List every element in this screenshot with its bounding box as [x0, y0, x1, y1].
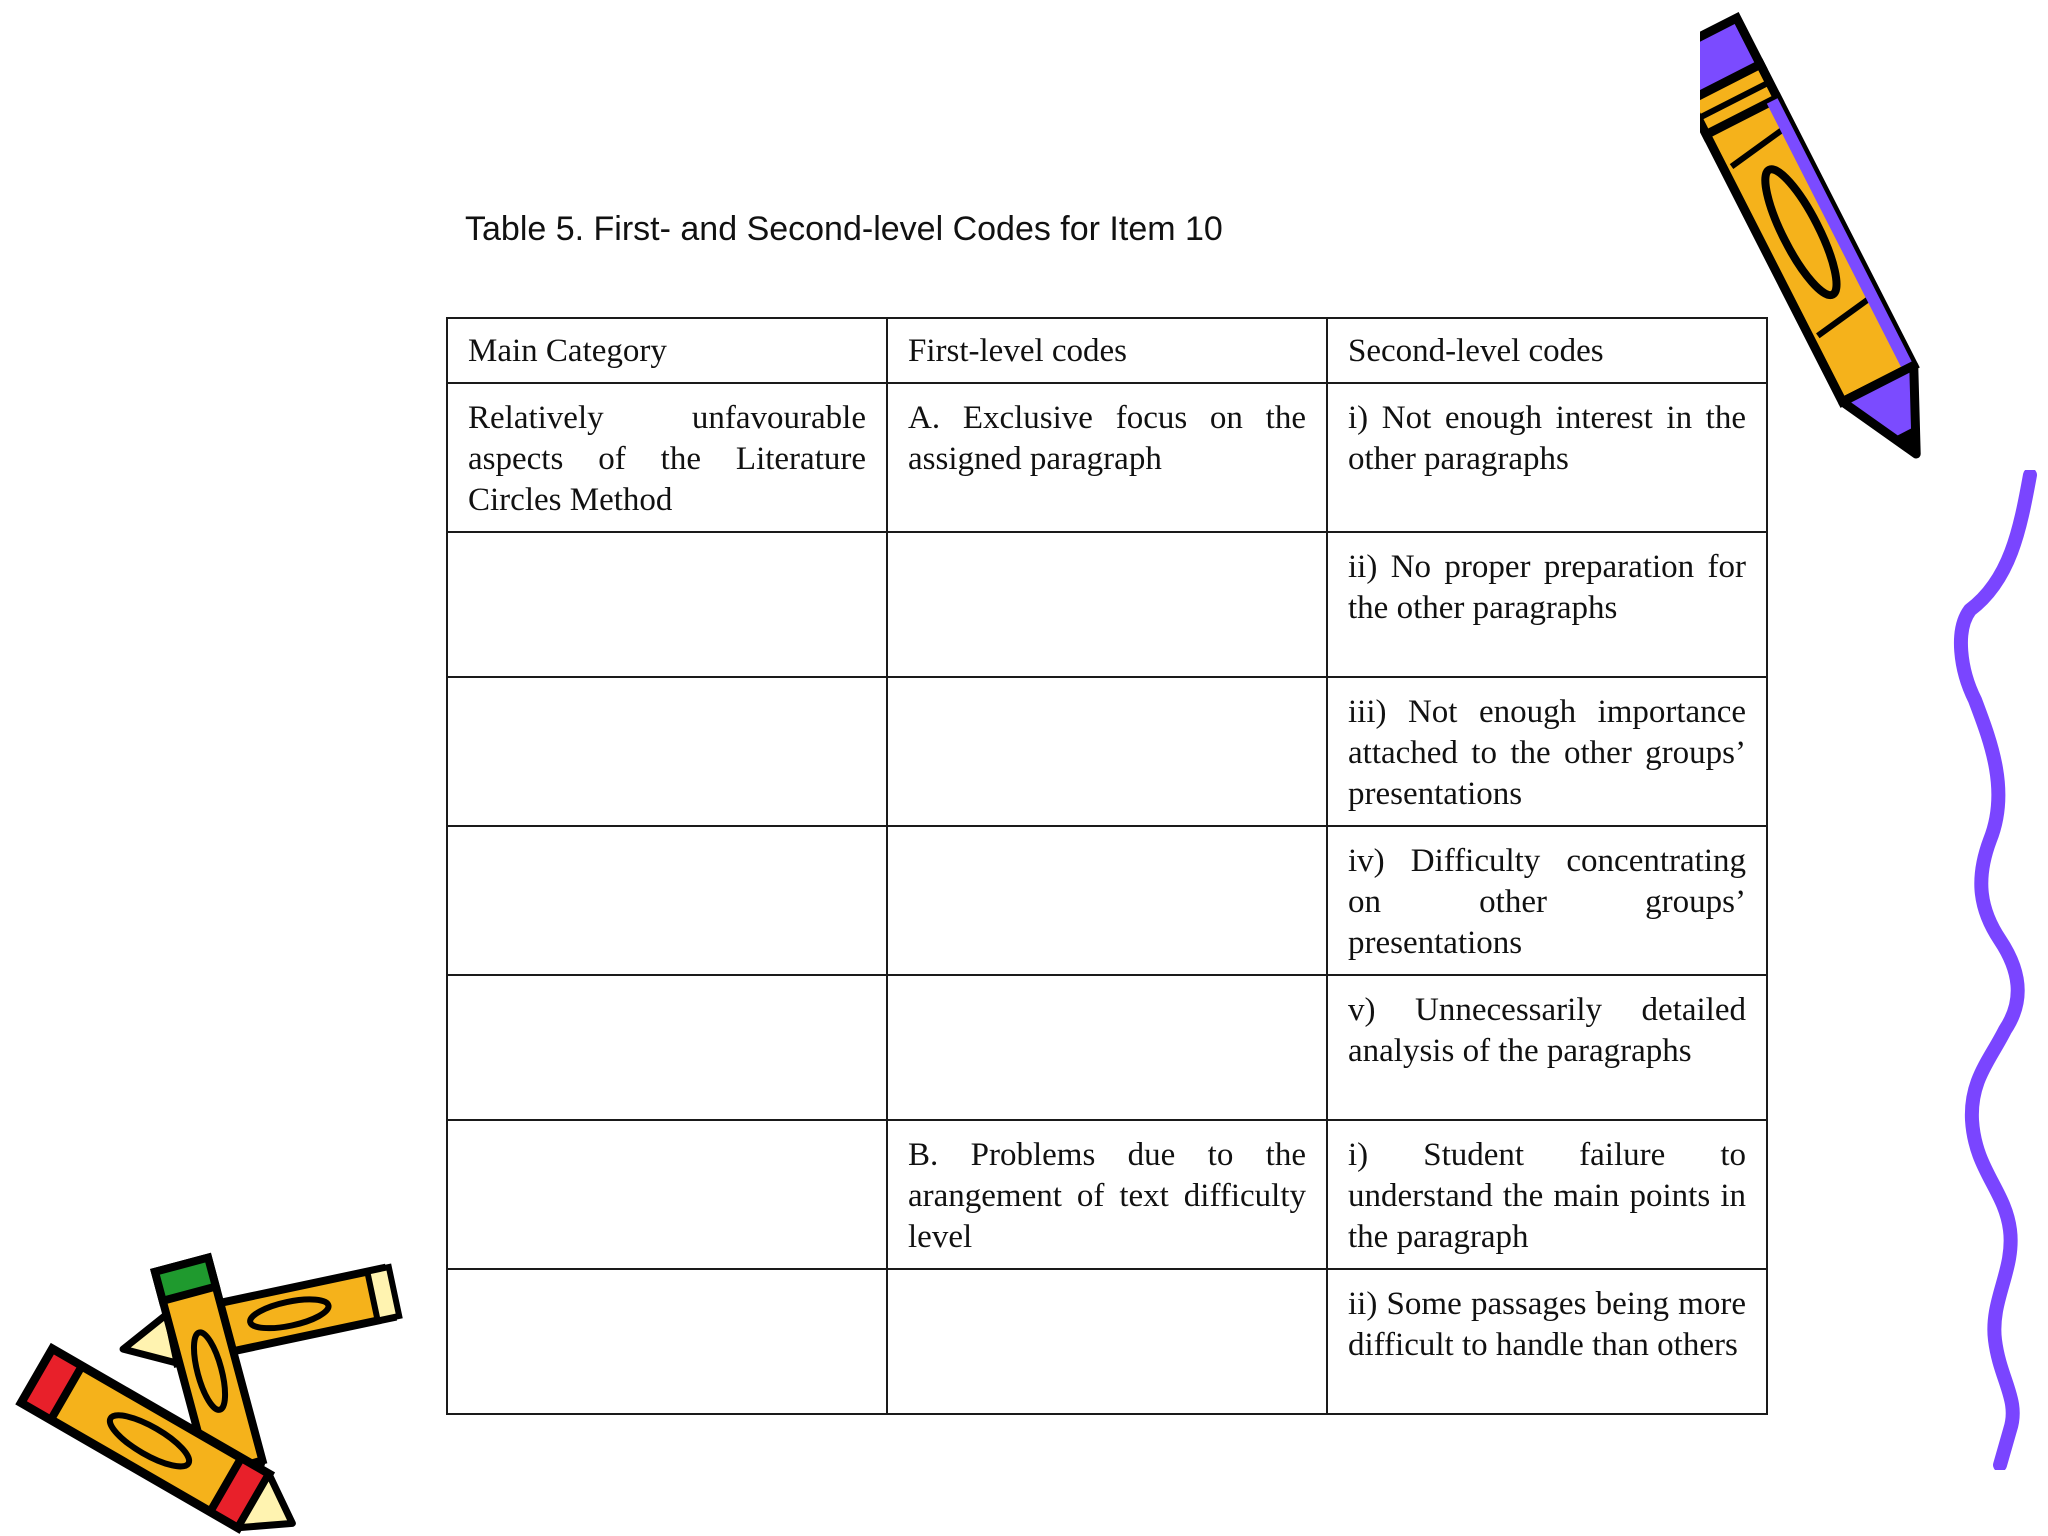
header-main-category: Main Category [447, 318, 887, 383]
cell-first-level-code [887, 975, 1327, 1120]
cell-first-level-code: B. Problems due to the arangement of text difficulty level [887, 1120, 1327, 1269]
cell-first-level-code [887, 532, 1327, 677]
cell-second-level-code: v) Unnecessarily detailed analysis of the paragraphs [1327, 975, 1767, 1120]
cell-main-category [447, 1269, 887, 1414]
table-row [447, 532, 1767, 677]
codes-table [446, 317, 1768, 1415]
cell-main-category [447, 532, 887, 677]
cell-second-level-code: ii) No proper preparation for the other paragraphs [1327, 532, 1767, 677]
cell-second-level-code: i) Not enough interest in the other paragraphs [1327, 383, 1767, 532]
crayons-clipart-icon [0, 1240, 420, 1536]
pencil-clipart-icon [1700, 0, 2020, 500]
cell-second-level-code: iii) Not enough importance attached to the other groups’ presentations [1327, 677, 1767, 826]
header-second-level-codes: Second-level codes [1327, 318, 1767, 383]
cell-second-level-code: ii) Some passages being more difficult to handle than others [1327, 1269, 1767, 1414]
table-row [447, 677, 1767, 826]
table-row [447, 1269, 1767, 1414]
header-first-level-codes: First-level codes [887, 318, 1327, 383]
cell-main-category: Relatively unfavourable aspects of the Literature Circles Method [447, 383, 887, 532]
table-caption: Table 5. First- and Second-level Codes for Item 10 [465, 210, 1223, 248]
cell-first-level-code [887, 1269, 1327, 1414]
table-header-row [447, 318, 1767, 383]
table-row [447, 826, 1767, 975]
cell-second-level-code: i) Student failure to understand the main points in the paragraph [1327, 1120, 1767, 1269]
cell-first-level-code [887, 826, 1327, 975]
table-row [447, 383, 1767, 532]
cell-main-category [447, 1120, 887, 1269]
cell-second-level-code: iv) Difficulty concentrating on other groups’ presentations [1327, 826, 1767, 975]
table-row [447, 1120, 1767, 1269]
table-row [447, 975, 1767, 1120]
squiggle-line-icon [1950, 470, 2048, 1470]
cell-main-category [447, 677, 887, 826]
cell-main-category [447, 826, 887, 975]
cell-first-level-code [887, 677, 1327, 826]
cell-main-category [447, 975, 887, 1120]
cell-first-level-code: A. Exclusive focus on the assigned paragraph [887, 383, 1327, 532]
